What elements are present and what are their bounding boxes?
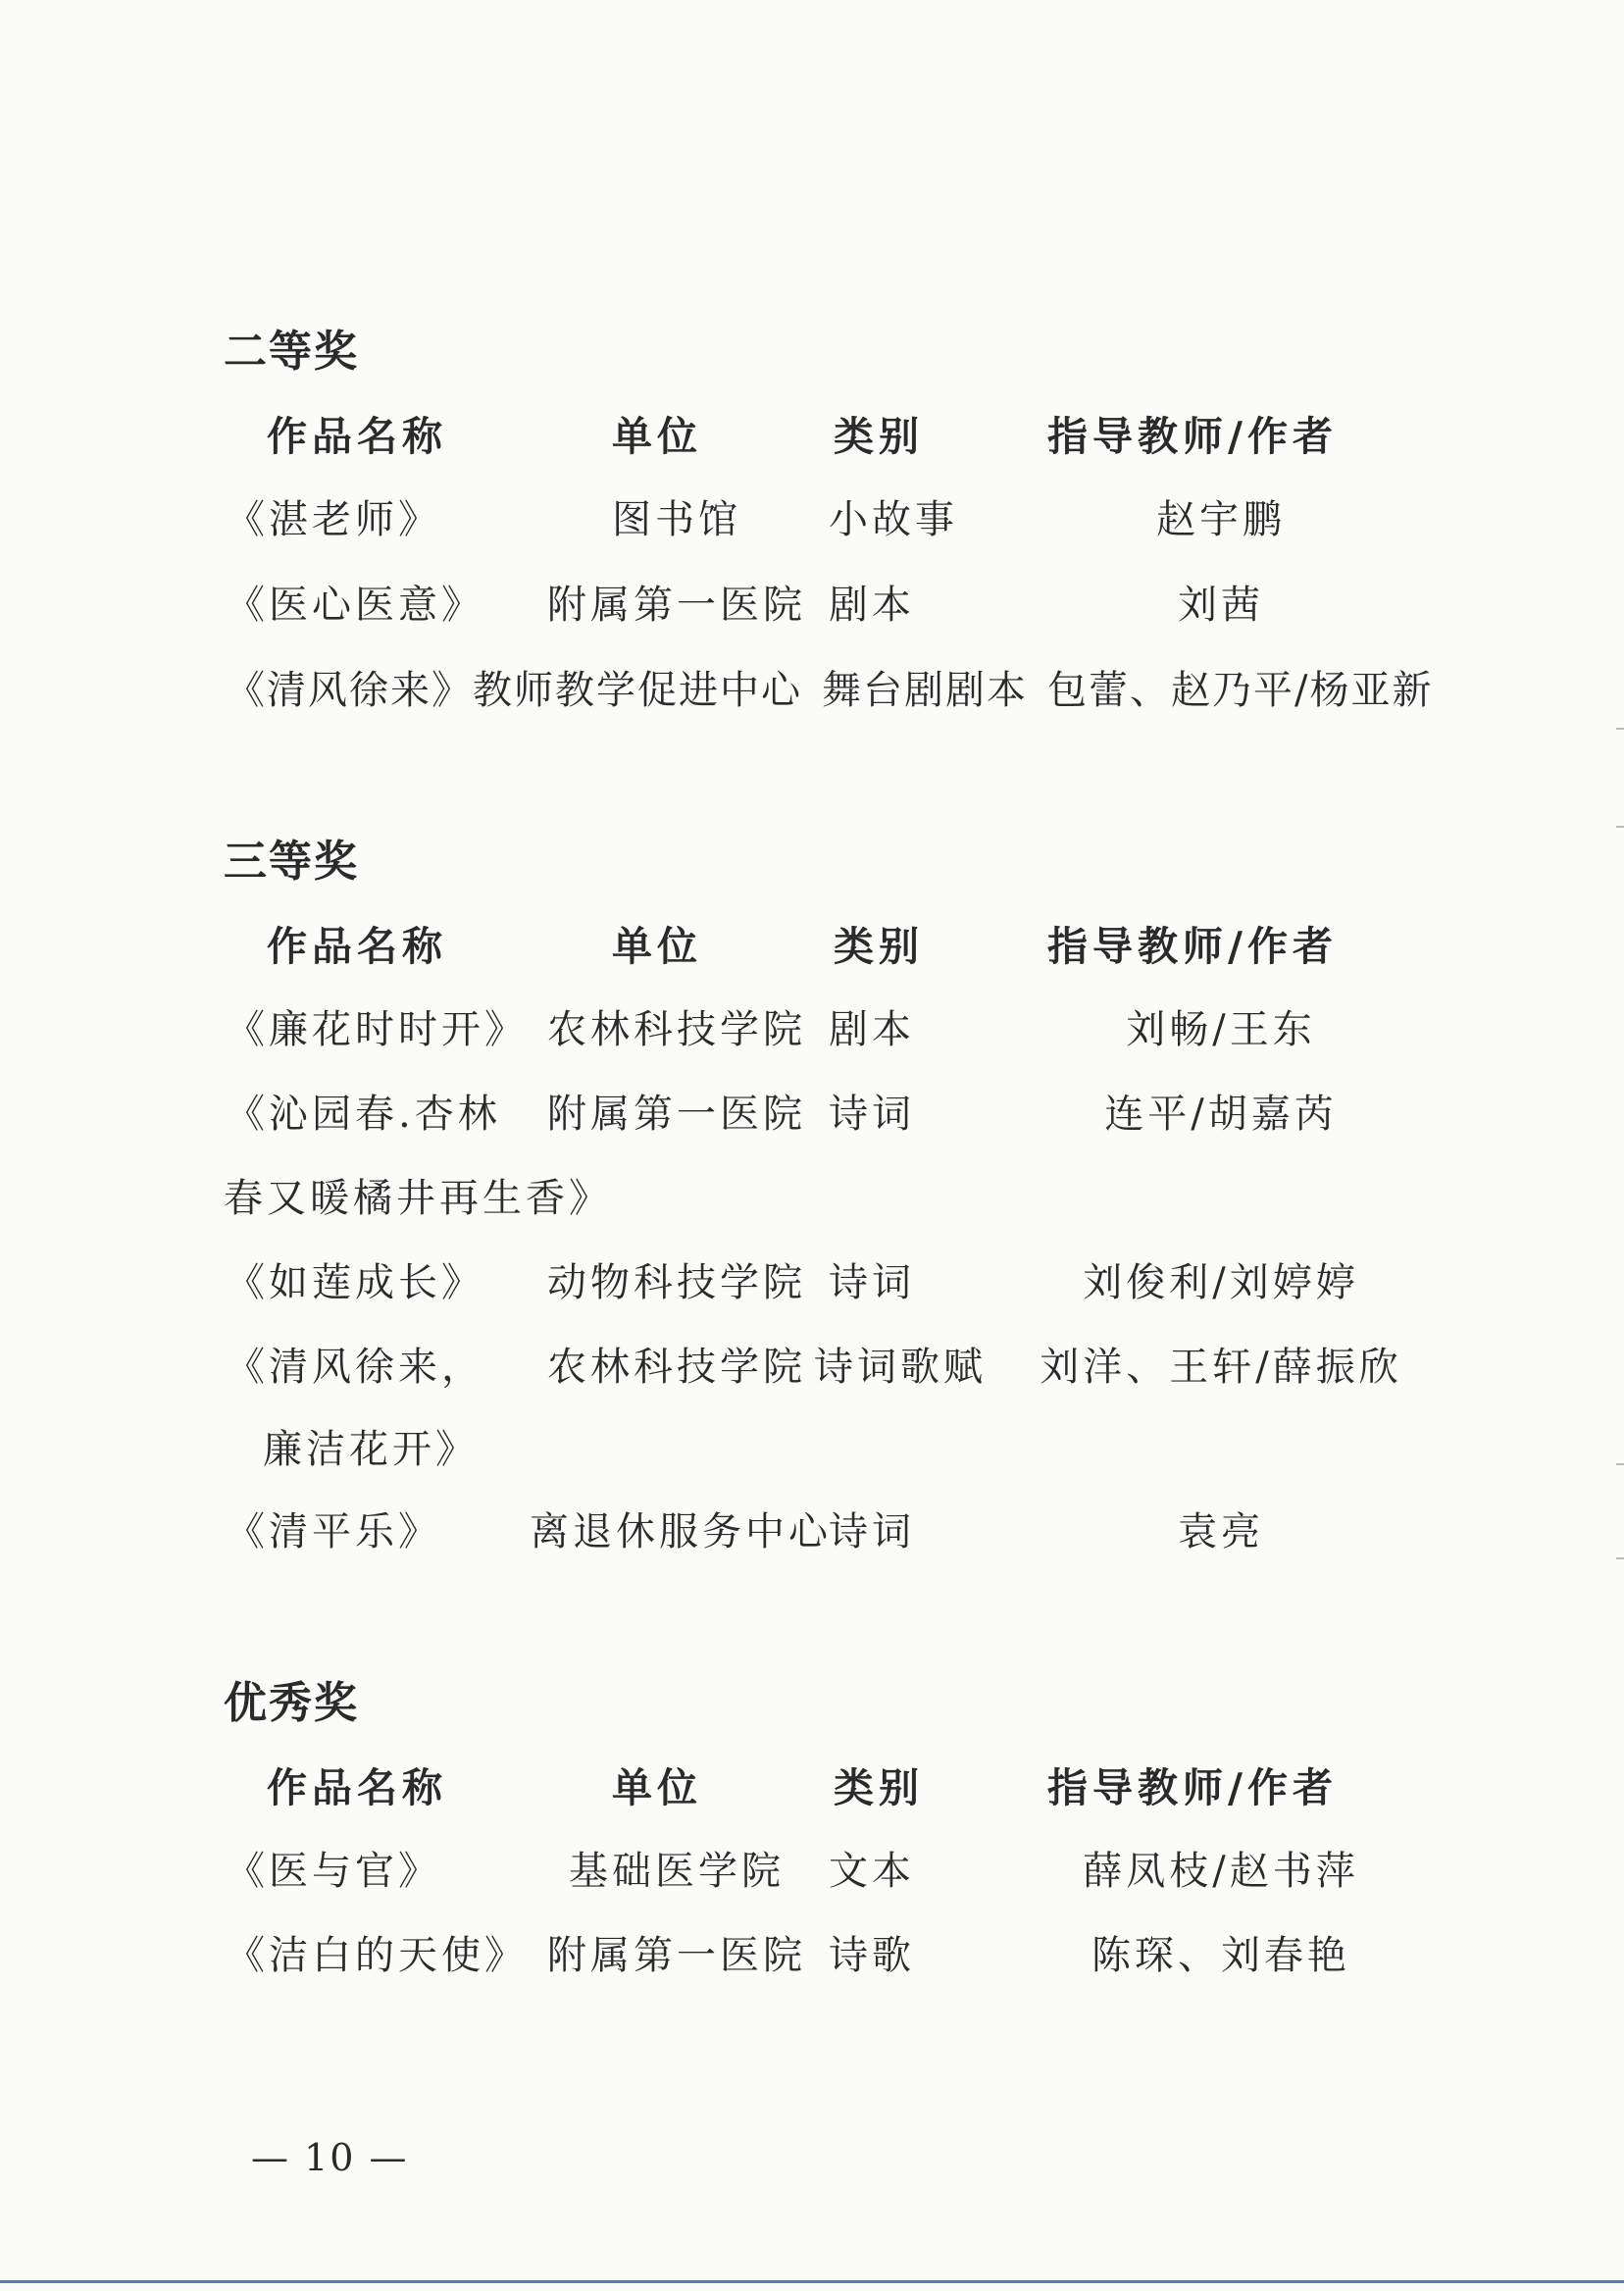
work-name: 《医心医意》: [226, 583, 484, 628]
table-row: [0, 1924, 1624, 1983]
work-category: 剧本: [829, 1007, 915, 1052]
work-author: 连平/胡嘉芮: [1104, 1092, 1338, 1137]
excellence-prize-title: 优秀奖: [224, 1678, 359, 1728]
work-category: 诗词: [829, 1260, 915, 1305]
header-category: 类别: [834, 1764, 924, 1811]
header-category: 类别: [834, 413, 924, 460]
header-name: 作品名称: [267, 923, 447, 970]
header-unit: 单位: [612, 1764, 702, 1811]
work-author: 刘洋、王轩/薛振欣: [1040, 1345, 1402, 1390]
table-row-continuation: [0, 1418, 1624, 1477]
table-row: [0, 488, 1624, 547]
work-name: 《清风徐来》教师教学促进中心: [226, 668, 802, 713]
work-unit: 农林科技学院: [547, 1007, 806, 1052]
header-name: 作品名称: [267, 413, 447, 460]
work-name: 《沁园春.杏林: [226, 1092, 501, 1137]
work-unit: 图书馆: [612, 497, 741, 542]
table-row: [0, 1336, 1624, 1395]
table-row-continuation: [0, 1167, 1624, 1226]
work-category: 诗歌: [829, 1933, 915, 1978]
work-category: 诗词: [829, 1092, 915, 1137]
work-category: 诗词: [829, 1509, 915, 1554]
work-category: 剧本: [829, 583, 915, 628]
third-prize-title: 三等奖: [224, 837, 359, 887]
second-prize-title: 二等奖: [224, 327, 359, 377]
work-category: 文本: [829, 1849, 915, 1894]
work-name: 《清风徐来，: [226, 1345, 484, 1390]
work-unit: 离退休服务中心: [530, 1509, 832, 1554]
header-name: 作品名称: [267, 1764, 447, 1811]
table-row: [0, 1501, 1624, 1559]
work-name: 《医与官》: [226, 1849, 441, 1894]
work-category: 诗词歌赋: [814, 1345, 987, 1390]
work-author: 陈琛、刘春艳: [1091, 1933, 1350, 1978]
work-unit: 动物科技学院: [547, 1260, 806, 1305]
header-category: 类别: [834, 923, 924, 970]
header-author: 指导教师/作者: [1047, 923, 1338, 970]
work-author: 刘茜: [1178, 583, 1264, 628]
scan-speck: [1616, 1557, 1624, 1559]
work-unit: 附属第一医院: [547, 583, 806, 628]
header-unit: 单位: [612, 413, 702, 460]
work-author: 刘畅/王东: [1126, 1007, 1316, 1052]
table-row: [0, 1083, 1624, 1142]
work-author: 包蕾、赵乃平/杨亚新: [1047, 668, 1434, 713]
table-row: [0, 998, 1624, 1057]
work-author: 赵宇鹏: [1156, 497, 1286, 542]
work-name: 《廉花时时开》: [226, 1007, 528, 1052]
work-name: 《湛老师》: [226, 497, 441, 542]
scan-speck: [1616, 826, 1624, 828]
third-prize-header: [0, 914, 1624, 973]
excellence-prize-header: [0, 1756, 1624, 1814]
work-category: 小故事: [829, 497, 958, 542]
table-row: [0, 574, 1624, 633]
work-name: 春又暖橘井再生香》: [224, 1176, 612, 1221]
work-author: 薛凤枝/赵书萍: [1083, 1849, 1359, 1894]
scan-edge-line: [0, 2280, 1624, 2283]
work-author: 刘俊利/刘婷婷: [1083, 1260, 1359, 1305]
scan-speck: [1616, 1463, 1624, 1465]
table-row: [0, 659, 1624, 718]
second-prize-header: [0, 404, 1624, 463]
work-unit: 附属第一医院: [547, 1933, 806, 1978]
work-category: 舞台剧剧本: [822, 668, 1028, 713]
header-author: 指导教师/作者: [1047, 413, 1338, 460]
header-unit: 单位: [612, 923, 702, 970]
table-row: [0, 1251, 1624, 1310]
work-name: 《清平乐》: [226, 1509, 441, 1554]
page-number: — 10 —: [251, 2136, 409, 2179]
work-name: 廉洁花开》: [263, 1427, 479, 1472]
work-name: 《如莲成长》: [226, 1260, 484, 1305]
work-unit: 附属第一医院: [547, 1092, 806, 1137]
work-author: 袁亮: [1178, 1509, 1264, 1554]
work-name: 《洁白的天使》: [226, 1933, 528, 1978]
scan-speck: [1616, 728, 1624, 730]
work-unit: 农林科技学院: [547, 1345, 806, 1390]
table-row: [0, 1840, 1624, 1899]
header-author: 指导教师/作者: [1047, 1764, 1338, 1811]
work-unit: 基础医学院: [569, 1849, 785, 1894]
